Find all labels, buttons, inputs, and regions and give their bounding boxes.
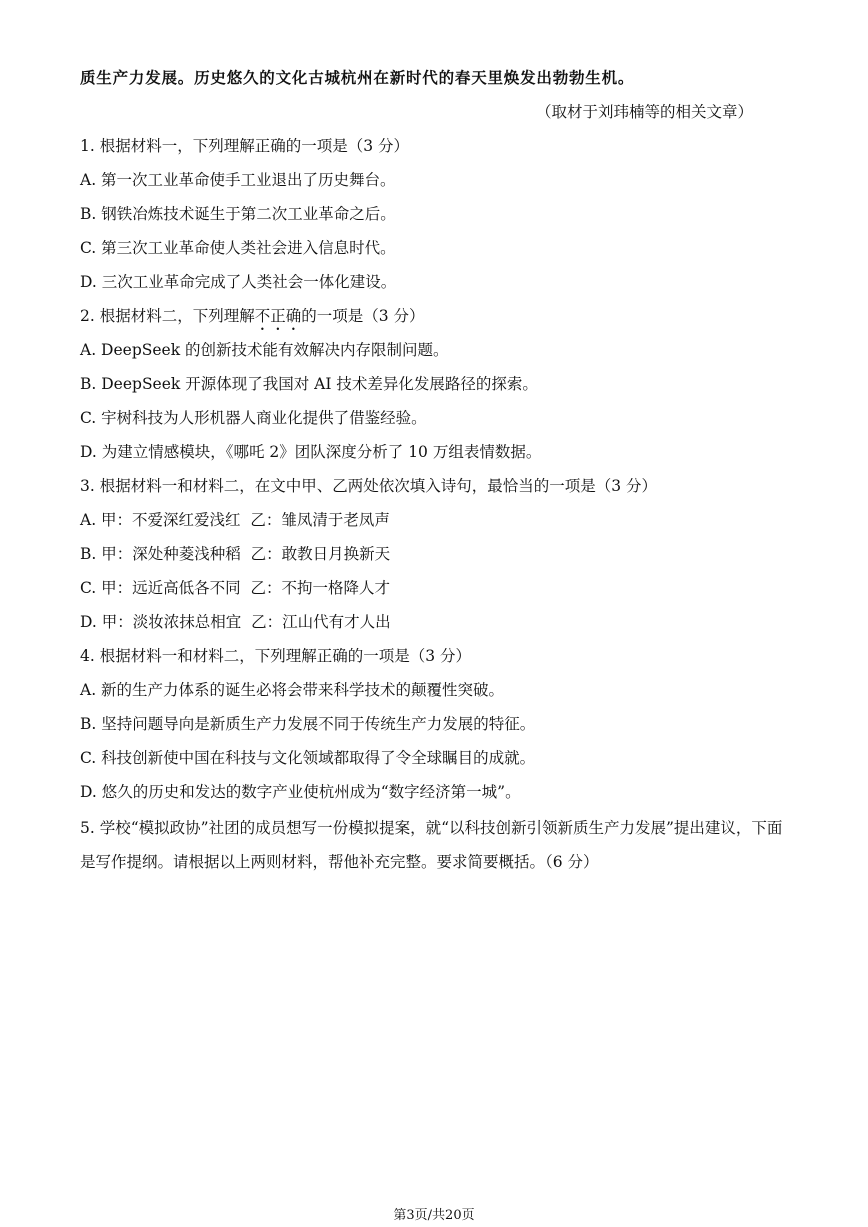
question-1-stem: 1. 根据材料一，下列理解正确的一项是（3 分） <box>80 137 410 155</box>
question-3-option-b: B. 甲：深处种菱浅种稻 乙：敢教日月换新天 <box>80 545 391 563</box>
page-number: 第3页/共20页 <box>393 1208 475 1223</box>
question-2-option-d: D. 为建立情感模块，《哪吒 2》团队深度分析了 10 万组表情数据。 <box>80 443 542 461</box>
question-2-option-c: C. 宇树科技为人形机器人商业化提供了借鉴经验。 <box>80 409 427 427</box>
question-3-option-d: D. 甲：淡妆浓抹总相宜 乙：江山代有才人出 <box>80 613 391 631</box>
question-2-option-a: A. DeepSeek 的创新技术能有效解决内存限制问题。 <box>80 341 449 359</box>
question-4-option-c: C. 科技创新使中国在科技与文化领域都取得了令全球瞩目的成就。 <box>80 749 536 767</box>
question-4-option-b: B. 坚持问题导向是新质生产力发展不同于传统生产力发展的特征。 <box>80 715 536 733</box>
question-4-option-d: D. 悠久的历史和发达的数字产业使杭州成为“数字经济第一城”。 <box>80 783 521 801</box>
question-3-option-c: C. 甲：远近高低各不同 乙：不拘一格降人才 <box>80 579 391 597</box>
question-2-stem-emphasis: 不正确 <box>254 307 302 325</box>
question-2-stem <box>80 305 425 334</box>
question-1-option-d: D. 三次工业革命完成了人类社会一体化建设。 <box>80 273 397 291</box>
question-1-option-c: C. 第三次工业革命使人类社会进入信息时代。 <box>80 239 396 257</box>
question-4-stem: 4. 根据材料一和材料二，下列理解正确的一项是（3 分） <box>80 647 472 665</box>
question-4-option-a: A. 新的生产力体系的诞生必将会带来科学技术的颠覆性突破。 <box>80 681 505 699</box>
passage-closing-line: 质生产力发展。历史悠久的文化古城杭州在新时代的春天里焕发出勃勃生机。 <box>80 68 635 87</box>
passage-source: （取材于刘玮楠等的相关文章） <box>535 103 753 121</box>
question-1-option-a: A. 第一次工业革命使手工业退出了历史舞台。 <box>80 171 396 189</box>
question-2-stem-after: 的一项是（3 分） <box>301 307 425 325</box>
question-2-stem-before: 2. 根据材料二，下列理解 <box>80 307 255 325</box>
question-2-option-b: B. DeepSeek 开源体现了我国对 AI 技术差异化发展路径的探索。 <box>80 375 538 393</box>
question-5-stem: 5. 学校“模拟政协”社团的成员想写一份模拟提案，就“以科技创新引领新质生产力发展”提出建议，下面是写作提纲。请根据以上两则材料，帮他补充完整。要求简要概括。（6 分） <box>80 819 783 871</box>
question-3-stem: 3. 根据材料一和材料二，在文中甲、乙两处依次填入诗句，最恰当的一项是（3 分） <box>80 477 658 495</box>
question-1-option-b: B. 钢铁冶炼技术诞生于第二次工业革命之后。 <box>80 205 396 223</box>
question-3-option-a: A. 甲：不爱深红爱浅红 乙：雏凤清于老凤声 <box>80 511 390 529</box>
